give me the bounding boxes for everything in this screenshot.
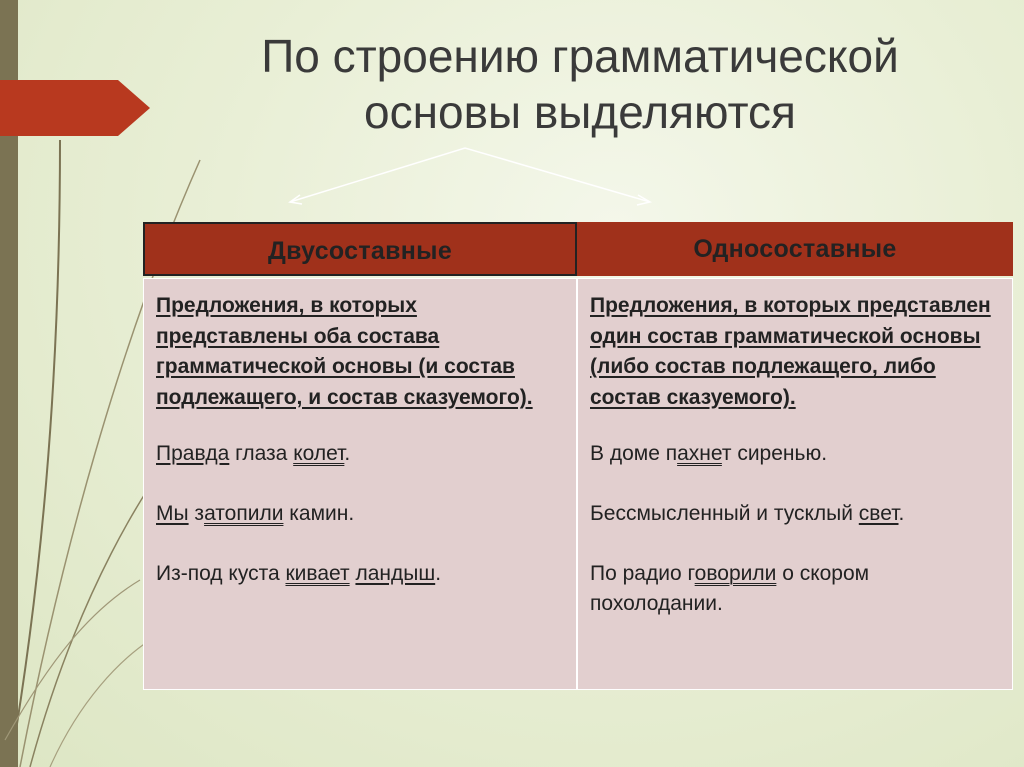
example-one-part-2: Бессмысленный и тусклый свет.	[590, 502, 905, 525]
predicate: кивает	[285, 562, 350, 585]
example-one-part-3: По радио говорили о скором похолодании.	[590, 562, 870, 615]
subject: ландыш	[355, 562, 436, 585]
predicate: ахне	[677, 442, 722, 465]
example-two-part-3: Из-под куста кивает ландыш.	[156, 562, 442, 585]
title-accent-arrow	[0, 80, 150, 136]
predicate: атопили	[204, 502, 284, 525]
predicate: колет	[293, 442, 345, 465]
example-two-part-1: Правда глаза колет.	[156, 442, 351, 465]
title-line-1: По строению грамматической	[261, 30, 899, 82]
slide-title	[200, 28, 960, 140]
header-two-part: Двусоставные	[143, 222, 577, 276]
column-two-part	[143, 278, 577, 690]
header-one-part: Односоставные	[577, 222, 1013, 276]
subject: свет	[858, 502, 899, 525]
definition-two-part: Предложения, в которых представлены оба состава грамматической основы (и состав подлежащего, и состав сказуемого).	[156, 294, 533, 409]
subject: Правда	[156, 442, 230, 465]
title-line-2: основы выделяются	[364, 86, 796, 138]
branch-connector	[280, 140, 680, 220]
example-two-part-2: Мы затопили камин.	[156, 502, 355, 525]
definition-one-part: Предложения, в которых представлен один состав грамматической основы (либо состав подлежащего, либо состав сказуемого).	[590, 294, 991, 409]
column-one-part	[577, 278, 1013, 690]
subject: Мы	[156, 502, 189, 525]
example-one-part-1: В доме пахнет сиренью.	[590, 442, 828, 465]
predicate: оворили	[694, 562, 777, 585]
